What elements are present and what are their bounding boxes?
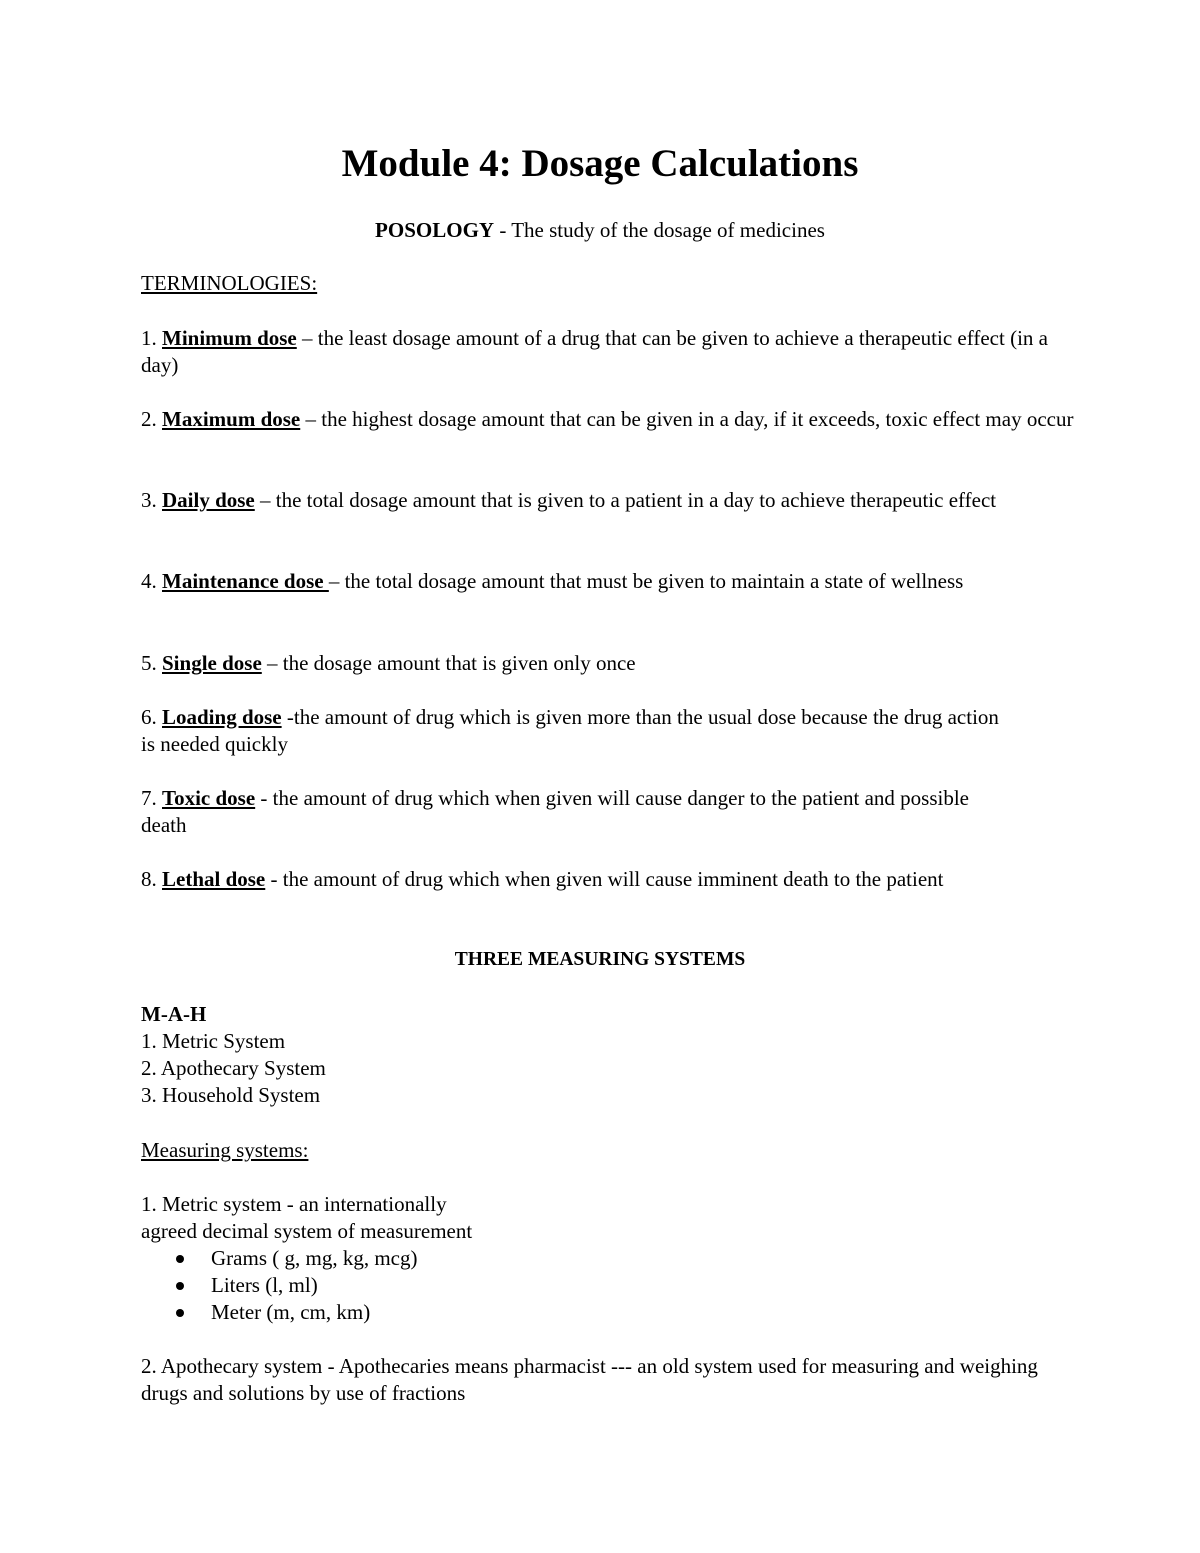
term-item: 5. Single dose – the dosage amount that is given only once xyxy=(141,651,636,675)
term-item: 6. Loading dose -the amount of drug which is given more than the usual dose because the drug action is needed quickly xyxy=(141,705,999,756)
term-definition: – the total dosage amount that is given to a patient in a day to achieve therapeutic effect xyxy=(254,488,997,512)
term-definition: - the amount of drug which when given will cause imminent death to the patient xyxy=(265,867,944,891)
term-name: Maximum dose xyxy=(162,407,301,431)
list-item: Liters (l, ml) xyxy=(141,1272,417,1299)
bullet-icon xyxy=(176,1255,184,1263)
term-item: 3. Daily dose – the total dosage amount that is given to a patient in a day to achieve therapeutic effect xyxy=(141,488,997,512)
list-item: Meter (m, cm, km) xyxy=(141,1299,417,1326)
apothecary-paragraph: 2. Apothecary system - Apothecaries means pharmacist --- an old system used for measuring and weighing drugs and solutions by use of fractions xyxy=(141,1354,1038,1405)
term-definition: – the dosage amount that is given only once xyxy=(261,651,636,675)
term-item: 1. Minimum dose – the least dosage amount of a drug that can be given to achieve a therapeutic effect (in a day) xyxy=(141,326,1048,377)
term-definition: – the highest dosage amount that can be given in a day, if it exceeds, toxic effect may occur xyxy=(300,407,1074,431)
term-name: Minimum dose xyxy=(162,326,297,350)
term-definition: – the total dosage amount that must be given to maintain a state of wellness xyxy=(328,569,964,593)
term-item: 2. Maximum dose – the highest dosage amount that can be given in a day, if it exceeds, toxic effect may occur xyxy=(141,407,1074,431)
term-name: Lethal dose xyxy=(162,867,266,891)
systems-heading: THREE MEASURING SYSTEMS xyxy=(454,949,746,970)
bullet-icon xyxy=(176,1309,184,1317)
term-item: 8. Lethal dose - the amount of drug which when given will cause imminent death to the patient xyxy=(141,867,944,891)
term-name: Daily dose xyxy=(162,488,255,512)
posology-definition: - The study of the dosage of medicines xyxy=(494,218,825,242)
term-definition: - the amount of drug which when given will cause danger to the patient and possible death xyxy=(141,786,969,837)
measuring-systems-heading: Measuring systems: xyxy=(141,1138,309,1162)
terminologies-heading: TERMINOLOGIES: xyxy=(141,271,318,295)
metric-units-list xyxy=(141,1245,417,1326)
page-title: Module 4: Dosage Calculations xyxy=(341,142,859,185)
metric-line-2: agreed decimal system of measurement xyxy=(141,1219,473,1243)
mah-item: 3. Household System xyxy=(141,1083,321,1107)
term-name: Loading dose xyxy=(162,705,282,729)
list-item: Grams ( g, mg, kg, mcg) xyxy=(141,1245,417,1272)
posology-line xyxy=(0,216,1200,244)
term-name: Maintenance dose xyxy=(162,569,329,593)
term-name: Toxic dose xyxy=(162,786,256,810)
posology-term: POSOLOGY xyxy=(375,218,495,242)
mah-item: 2. Apothecary System xyxy=(141,1056,326,1080)
term-definition: -the amount of drug which is given more than the usual dose because the drug action is needed quickly xyxy=(141,705,999,756)
term-item: 4. Maintenance dose – the total dosage amount that must be given to maintain a state of wellness xyxy=(141,569,964,593)
bullet-icon xyxy=(176,1282,184,1290)
term-name: Single dose xyxy=(162,651,262,675)
metric-line-1: 1. Metric system - an internationally xyxy=(141,1192,447,1216)
mah-item: 1. Metric System xyxy=(141,1029,286,1053)
term-item: 7. Toxic dose - the amount of drug which when given will cause danger to the patient and possible death xyxy=(141,786,969,837)
term-definition: – the least dosage amount of a drug that can be given to achieve a therapeutic effect (in a day) xyxy=(141,326,1048,377)
mah-label: M-A-H xyxy=(141,1002,207,1026)
